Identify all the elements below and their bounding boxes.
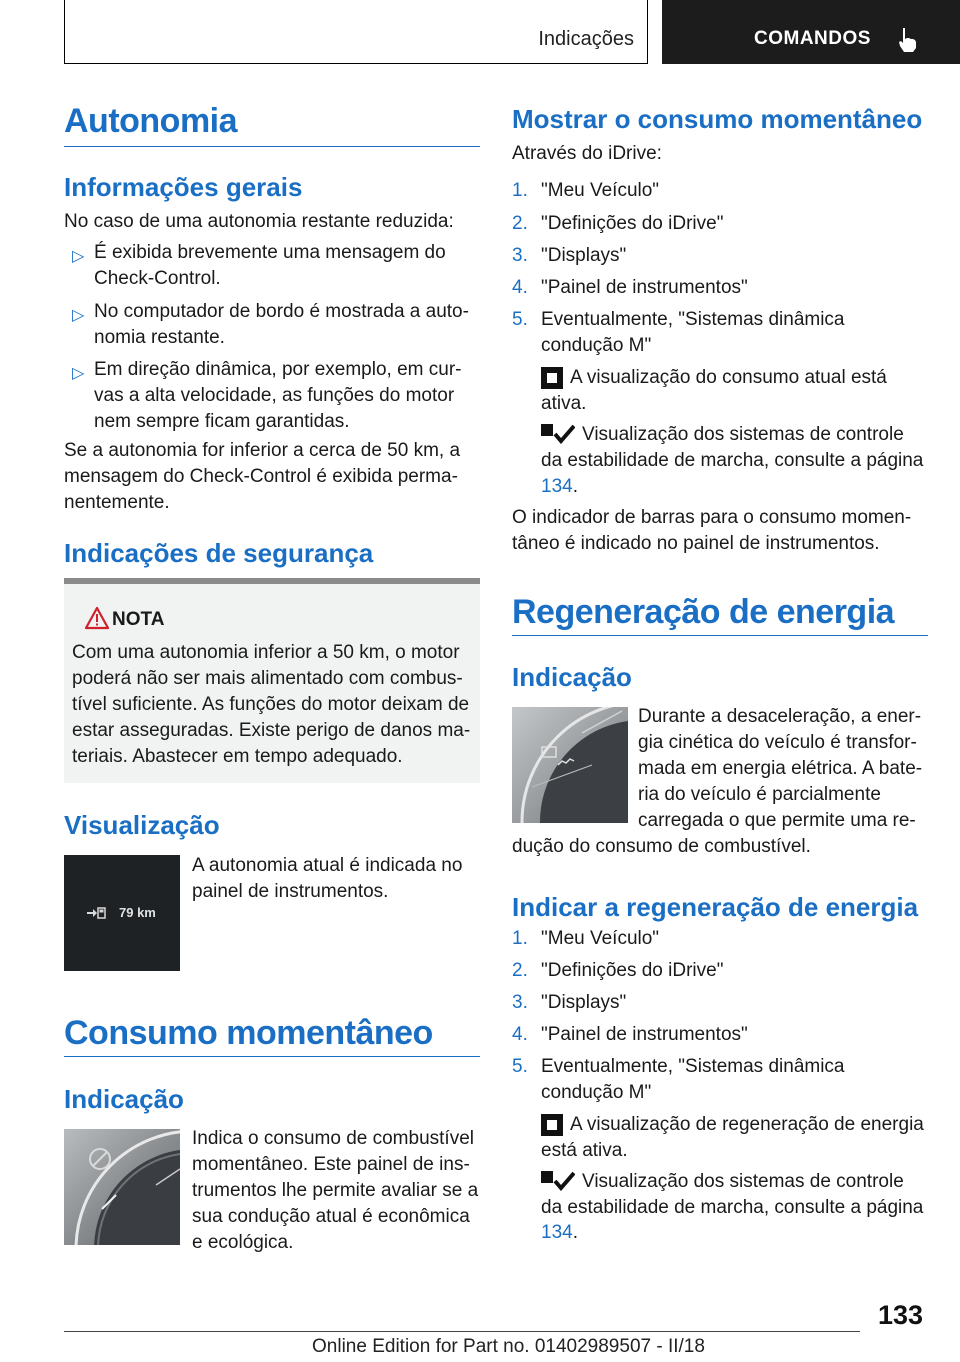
chapter-label: COMANDOS [754, 28, 871, 49]
show-consumption-heading: Mostrar o consumo momentâneo [512, 104, 923, 134]
page-ref-link[interactable]: 134 [541, 1222, 573, 1243]
bar-indicator-paragraph: O indicador de barras para o consumo momen- tâneo é indicado no painel de instrumentos. [512, 507, 912, 554]
list-item: "Definições do iDrive" [541, 213, 724, 234]
range-value: 79 km [119, 905, 156, 920]
consumption-gauge-image [64, 1129, 180, 1245]
heading-rule [64, 146, 480, 147]
visualizacao-heading: Visualização [64, 810, 220, 840]
warning-triangle-icon [84, 606, 110, 630]
step-number: 5. [512, 309, 528, 330]
list-item: "Meu Veículo" [541, 180, 660, 201]
regen-text-cont: dução do consumo de combustível. [512, 836, 811, 857]
header-section-title: Indicações [538, 28, 634, 50]
indicacao-text: Indica o consumo de combustível momentâneo. Este painel de ins- trumentos lhe permite avaliar se a sua condução atual é econômica e ecológica. [192, 1128, 479, 1253]
note-text: Com uma autonomia inferior a 50 km, o motor poderá não ser mais alimentado com combus- tível suficiente. As funções do motor deixam de estar asseguradas. Existe perigo de danos ma- teriais. Abastecer em tempo adequado. [72, 642, 471, 767]
option-square-text-cont: ativa. [541, 393, 587, 414]
list-item: Eventualmente, "Sistemas dinâmica condução M" [541, 309, 845, 356]
list-item: "Displays" [541, 992, 627, 1013]
show-regeneration-heading: Indicar a regeneração de energia [512, 892, 919, 922]
checkmark-option-icon [541, 424, 575, 444]
step-number: 5. [512, 1056, 528, 1077]
square-option-icon [541, 367, 563, 389]
step-number: 1. [512, 928, 528, 949]
info-paragraph: Se a autonomia for inferior a cerca de 50 km, a mensagem do Check-Control é exibida perma- nentemente. [64, 440, 461, 513]
regen-text: Durante a desaceleração, a ener- gia cinética do veículo é transfor- mada em energia elétrica. A bate- ria do veículo é parcialmente carregada o que permite uma re- [638, 706, 923, 831]
gauge-dial-icon [64, 1129, 180, 1245]
page-ref-line: 134. [541, 476, 578, 497]
info-intro: No caso de uma autonomia restante reduzida: [64, 211, 454, 232]
page-ref-line: 134. [541, 1222, 578, 1243]
option-check-text-cont: da estabilidade de marcha, consulte a página [541, 1197, 924, 1218]
page-ref-link[interactable]: 134 [541, 476, 573, 497]
info-heading: Informações gerais [64, 172, 303, 202]
page-header [0, 0, 960, 66]
fuel-range-icon [86, 906, 108, 920]
list-item: É exibida brevemente uma mensagem do Check-Control. [94, 242, 446, 289]
regen-indicacao-heading: Indicação [512, 662, 632, 692]
bullet-marker: ▷ [72, 248, 85, 265]
heading-rule [64, 1056, 480, 1057]
range-display-image [64, 855, 180, 971]
step-number: 3. [512, 245, 528, 266]
list-item: Em direção dinâmica, por exemplo, em cur- vas a alta velocidade, as funções do motor nem sempre ficam garantidas. [94, 359, 462, 432]
heading-rule [512, 635, 928, 636]
list-item: "Painel de instrumentos" [541, 277, 748, 298]
footer-rule [64, 1331, 860, 1332]
note-top-bar [64, 578, 480, 584]
option-square-text: A visualização de regeneração de energia [570, 1114, 924, 1135]
step-number: 3. [512, 992, 528, 1013]
bullet-marker: ▷ [72, 307, 85, 324]
note-label: NOTA [112, 609, 165, 630]
regeneration-heading: Regeneração de energia [512, 593, 895, 631]
visualizacao-text: A autonomia atual é indicada no painel de instrumentos. [192, 855, 463, 902]
option-check-text-cont: da estabilidade de marcha, consulte a página [541, 450, 924, 471]
consumo-heading: Consumo momentâneo [64, 1014, 433, 1052]
step-number: 1. [512, 180, 528, 201]
autonomia-heading: Autonomia [64, 102, 238, 140]
list-item: "Meu Veículo" [541, 928, 660, 949]
bullet-marker: ▷ [72, 365, 85, 382]
list-item: "Painel de instrumentos" [541, 1024, 748, 1045]
step-number: 2. [512, 960, 528, 981]
regen-gauge-dial-icon [512, 707, 628, 823]
step-number: 4. [512, 277, 528, 298]
option-square-text-cont: está ativa. [541, 1140, 628, 1161]
pointing-hand-icon [894, 26, 922, 54]
header-chapter-tab [662, 0, 960, 64]
indicacao-heading: Indicação [64, 1084, 184, 1114]
show-intro: Através do iDrive: [512, 143, 662, 164]
list-item: No computador de bordo é mostrada a auto- nomia restante. [94, 301, 469, 348]
regeneration-gauge-image [512, 707, 628, 823]
safety-heading: Indicações de segurança [64, 538, 374, 568]
square-option-icon [541, 1114, 563, 1136]
list-item: "Definições do iDrive" [541, 960, 724, 981]
option-check-text: Visualização dos sistemas de controle [582, 424, 904, 445]
option-square-text: A visualização do consumo atual está [570, 367, 887, 388]
page-number: 133 [878, 1300, 924, 1330]
step-number: 4. [512, 1024, 528, 1045]
note-box [64, 578, 480, 783]
option-check-text: Visualização dos sistemas de controle [582, 1171, 904, 1192]
list-item: "Displays" [541, 245, 627, 266]
edition-text: Online Edition for Part no. 01402989507 - II/18 [312, 1336, 705, 1357]
checkmark-option-icon [541, 1171, 575, 1191]
list-item: Eventualmente, "Sistemas dinâmica condução M" [541, 1056, 845, 1103]
step-number: 2. [512, 213, 528, 234]
